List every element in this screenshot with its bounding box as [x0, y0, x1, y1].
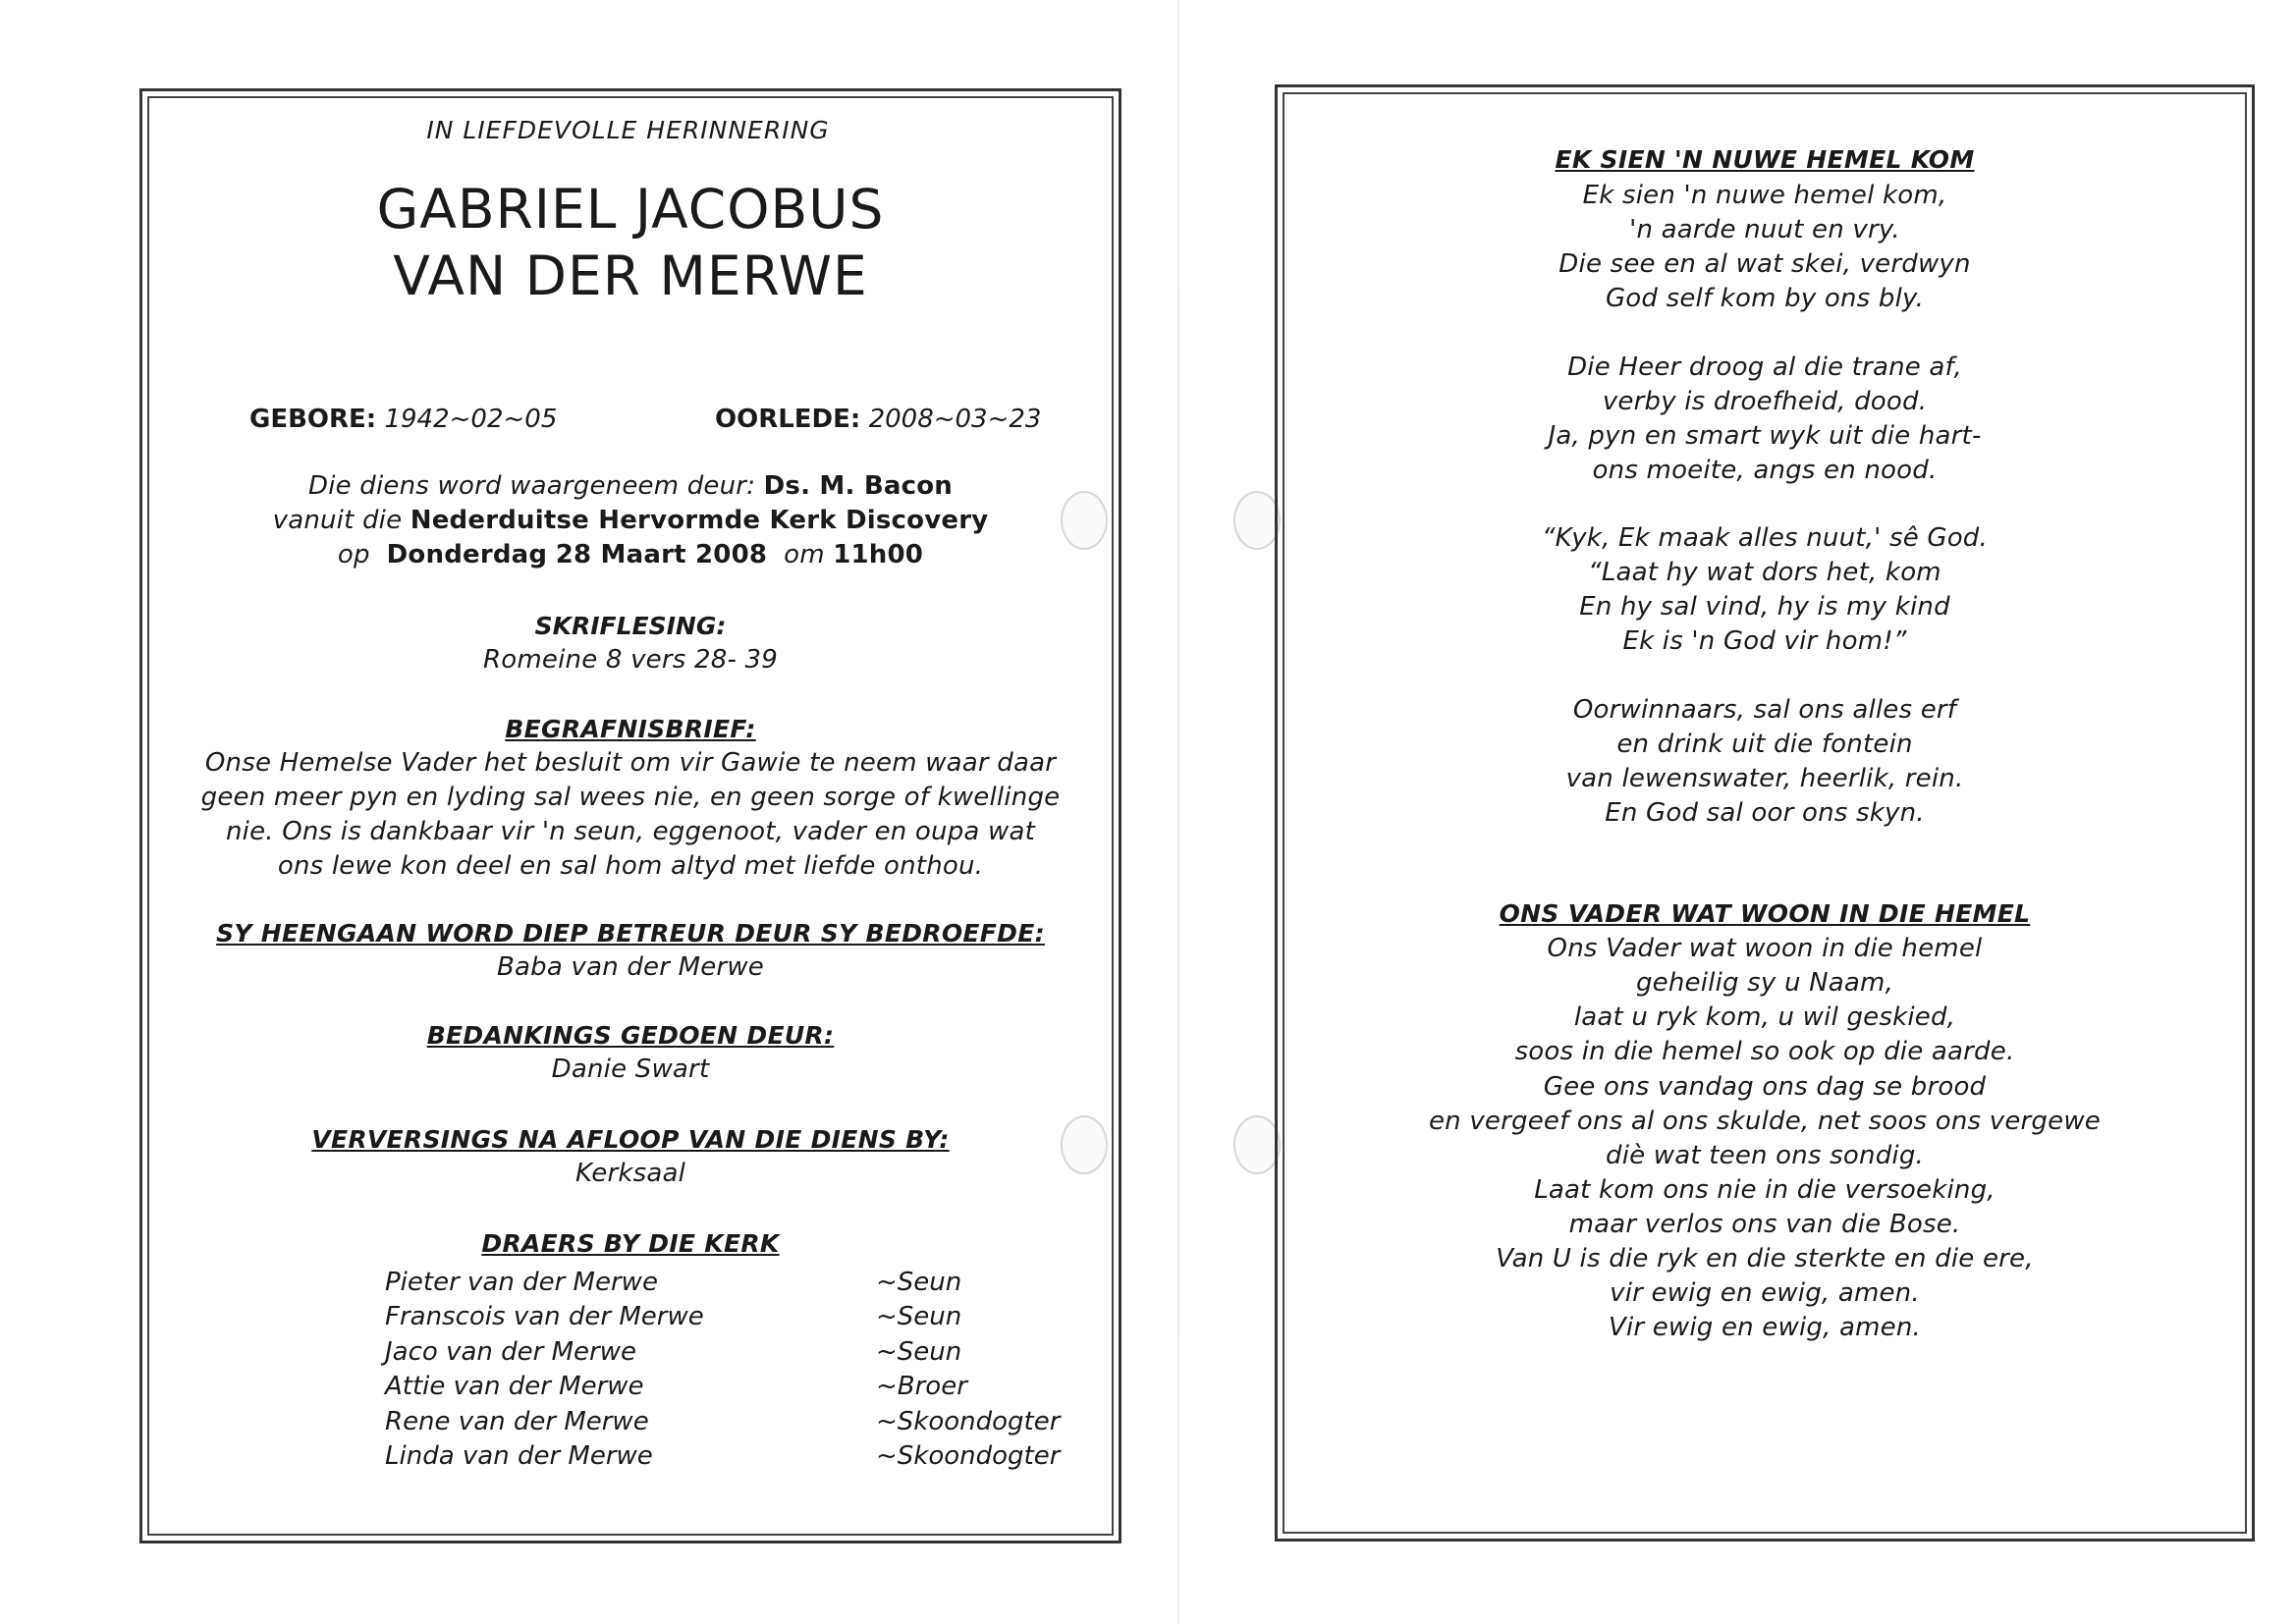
- hymn-line: 'n aarde nuut en vry.: [1629, 215, 1900, 244]
- scripture-value: Romeine 8 vers 28- 39: [483, 645, 778, 675]
- service-officiant: Ds. M. Bacon: [763, 471, 953, 501]
- prayer-line: Gee ons vandag ons dag se brood: [1543, 1072, 1987, 1102]
- hymn-line: God self kom by ons bly.: [1605, 284, 1925, 313]
- bearer-name: Jaco van der Merwe: [385, 1336, 636, 1367]
- prayer-title: ONS VADER WAT WOON IN DIE HEMEL: [1499, 899, 2031, 928]
- bearer-row: [385, 1439, 1092, 1475]
- service-date: 28 Maart 2008: [555, 540, 768, 569]
- letter-line: ons lewe kon deel en sal hom altyd met liefde onthou.: [277, 851, 984, 881]
- right-page-frame: [1275, 84, 2255, 1542]
- prayer-line: Vir ewig en ewig, amen.: [1608, 1313, 1922, 1342]
- thanks-value: Danie Swart: [551, 1055, 710, 1084]
- hymn-line: van lewenswater, heerlik, rein.: [1565, 764, 1964, 793]
- bearers-heading: DRAERS BY DIE KERK: [481, 1229, 780, 1258]
- hymn-line: Die Heer droog al die trane af,: [1567, 352, 1962, 382]
- prayer-line: maar verlos ons van die Bose.: [1568, 1210, 1961, 1239]
- hymn-line: “Kyk, Ek maak alles nuut,' sê God.: [1542, 523, 1988, 553]
- letter-heading: BEGRAFNISBRIEF:: [505, 715, 756, 743]
- bearer-name: Pieter van der Merwe: [385, 1267, 658, 1297]
- hymn-line: En hy sal vind, hy is my kind: [1579, 592, 1950, 622]
- prayer-line: Ons Vader wat woon in die hemel: [1547, 934, 1983, 963]
- bearer-name: Linda van der Merwe: [385, 1441, 653, 1472]
- prayer-line: vir ewig en ewig, amen.: [1610, 1278, 1920, 1308]
- prayer-line: en vergeef ons al ons skulde, net soos ons vergewe: [1428, 1107, 2101, 1136]
- left-page: [147, 96, 1114, 1536]
- bearer-relation: ~Seun: [876, 1302, 962, 1332]
- thanks-heading: BEDANKINGS GEDOEN DEUR:: [426, 1021, 835, 1050]
- hymn-line: Ek sien 'n nuwe hemel kom,: [1582, 181, 1947, 210]
- service-line-3: [149, 540, 1112, 569]
- prayer-line: diè wat teen ons sondig.: [1606, 1141, 1924, 1170]
- died-label: OORLEDE:: [715, 405, 861, 434]
- died-date: [715, 405, 1041, 434]
- refresh-value: Kerksaal: [574, 1159, 686, 1188]
- service-time: 11h00: [833, 540, 924, 569]
- bearer-relation: ~Skoondogter: [876, 1441, 1061, 1472]
- letter-line: Onse Hemelse Vader het besluit om vir Gawie te neem waar daar: [204, 748, 1057, 778]
- right-page: [1283, 92, 2247, 1534]
- bearer-row: [385, 1300, 1092, 1335]
- punch-hole-right-top: [1233, 491, 1281, 550]
- bearer-row: [385, 1404, 1092, 1439]
- deceased-name-line2: VAN DER MERWE: [393, 244, 868, 307]
- bearer-name: Rene van der Merwe: [385, 1406, 649, 1436]
- hymn-line: en drink uit die fontein: [1616, 730, 1913, 759]
- deceased-name-line1: GABRIEL JACOBUS: [376, 178, 885, 241]
- service-line-1: [149, 471, 1112, 501]
- bearer-name: Attie van der Merwe: [385, 1372, 644, 1402]
- born-value: 1942~02~05: [384, 405, 558, 434]
- bearer-row: [385, 1334, 1092, 1370]
- punch-hole-right-bottom: [1233, 1115, 1281, 1174]
- left-page-frame: [139, 88, 1121, 1543]
- center-fold: [1177, 0, 1179, 1624]
- mourned-heading: SY HEENGAAN WORD DIEP BETREUR DEUR SY BEDROEFDE:: [216, 919, 1045, 947]
- service-day: Donderdag: [386, 540, 548, 569]
- service-om: om: [784, 540, 825, 569]
- died-value: 2008~03~23: [868, 405, 1042, 434]
- mourned-value: Baba van der Merwe: [497, 952, 764, 982]
- prayer-line: Laat kom ons nie in die versoeking,: [1534, 1175, 1995, 1205]
- bearer-row: [385, 1265, 1092, 1300]
- letter-line: nie. Ons is dankbaar vir 'n seun, eggenoot, vader en oupa wat: [225, 817, 1035, 846]
- bearer-row: [385, 1370, 1092, 1405]
- refresh-heading: VERVERSINGS NA AFLOOP VAN DIE DIENS BY:: [311, 1125, 950, 1154]
- born-date: [249, 405, 557, 434]
- service-line-2: [149, 506, 1112, 535]
- service-op: op: [337, 540, 370, 569]
- bearer-name: Franscois van der Merwe: [385, 1302, 704, 1332]
- hymn-title: EK SIEN 'N NUWE HEMEL KOM: [1555, 145, 1975, 174]
- scripture-heading: SKRIFLESING:: [534, 612, 727, 640]
- letter-line: geen meer pyn en lyding sal wees nie, en geen sorge of kwellinge: [200, 783, 1061, 812]
- hymn-line: “Laat hy wat dors het, kom: [1588, 558, 1941, 587]
- prayer-line: Van U is die ryk en die sterkte en die ere,: [1496, 1244, 2034, 1273]
- prayer-line: geheilig sy u Naam,: [1635, 968, 1894, 998]
- hymn-line: verby is droefheid, dood.: [1602, 387, 1928, 416]
- hymn-line: Ek is 'n God vir hom!”: [1622, 626, 1907, 656]
- hymn-line: Ja, pyn en smart wyk uit die hart-: [1548, 421, 1982, 451]
- prayer-line: soos in die hemel so ook op die aarde.: [1514, 1037, 2015, 1066]
- hymn-line: ons moeite, angs en nood.: [1592, 456, 1938, 485]
- service-officiant-prefix: Die diens word waargeneem deur:: [308, 471, 756, 501]
- prayer-line: laat u ryk kom, u wil geskied,: [1573, 1002, 1956, 1032]
- hymn-line: Oorwinnaars, sal ons alles erf: [1572, 695, 1957, 725]
- hymn-line: En God sal oor ons skyn.: [1605, 798, 1925, 828]
- hymn-line: Die see en al wat skei, verdwyn: [1558, 249, 1971, 279]
- bearer-relation: ~Seun: [876, 1336, 962, 1367]
- born-label: GEBORE:: [249, 405, 377, 434]
- bearer-relation: ~Skoondogter: [876, 1406, 1061, 1436]
- intro-text: IN LIEFDEVOLLE HERINNERING: [426, 116, 830, 144]
- service-church: Nederduitse Hervormde Kerk Discovery: [410, 506, 989, 535]
- service-church-prefix: vanuit die: [272, 506, 403, 535]
- bearer-relation: ~Seun: [876, 1267, 962, 1297]
- bearers-list: [385, 1265, 1092, 1474]
- bearer-relation: ~Broer: [876, 1372, 967, 1402]
